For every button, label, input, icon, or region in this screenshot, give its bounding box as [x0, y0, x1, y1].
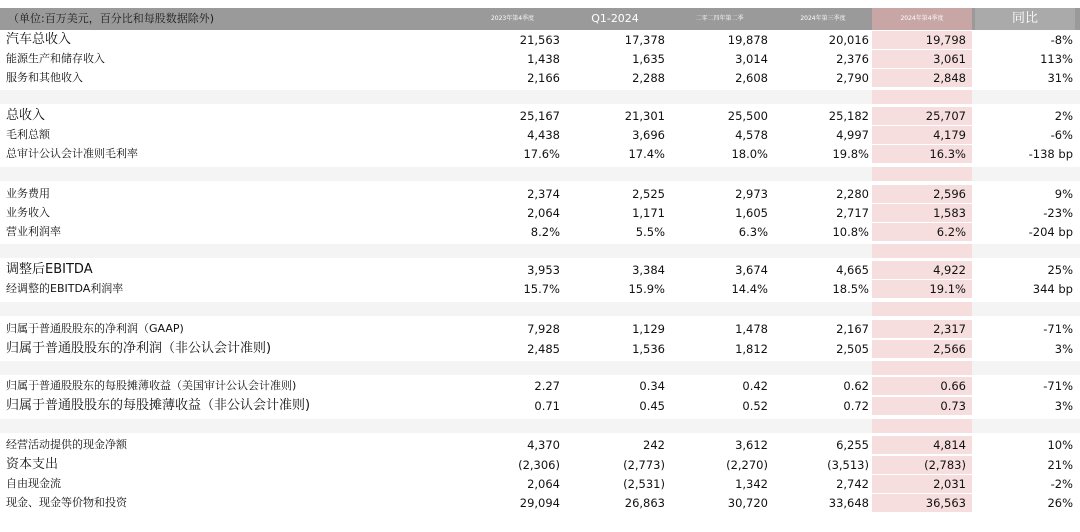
cell-yoy: -2% — [1050, 477, 1073, 491]
cell-q4-2024: 2,848 — [872, 69, 972, 87]
row-separator — [0, 244, 1080, 258]
cell-q4-2024: 4,814 — [872, 436, 972, 454]
cell-q2-2024: 2,608 — [735, 71, 768, 85]
cell-q4-2023: (2,306) — [518, 458, 560, 472]
cell-q2-2024: 0.42 — [742, 379, 768, 393]
cell-q4-2024: 1,583 — [872, 204, 972, 222]
cell-q3-2024: 0.62 — [843, 379, 869, 393]
table-row — [0, 320, 1080, 338]
cell-yoy: 9% — [1054, 187, 1073, 201]
cell-q1-2024: 17,378 — [624, 33, 665, 47]
cell-q4-2023: 29,094 — [519, 496, 560, 510]
cell-q3-2024: 18.5% — [832, 282, 869, 296]
row-separator — [0, 361, 1080, 375]
table-row — [0, 126, 1080, 144]
cell-q4-2023: 2,374 — [527, 187, 560, 201]
cell-q3-2024: 2,376 — [836, 52, 869, 66]
row-label: 营业利润率 — [6, 225, 61, 238]
row-label: 归属于普通股股东的净利润（非公认会计准则) — [6, 341, 272, 356]
cell-q4-2024: (2,783) — [872, 456, 972, 474]
table-row — [0, 261, 1080, 279]
cell-q1-2024: (2,531) — [623, 477, 665, 491]
cell-q2-2024: 30,720 — [727, 496, 768, 510]
table-row — [0, 50, 1080, 68]
row-label: 汽车总收入 — [6, 32, 72, 47]
cell-yoy: 31% — [1047, 71, 1073, 85]
col-header-q3-2024: 2024年第三季度 — [800, 15, 846, 22]
cell-q4-2024: 25,707 — [872, 107, 972, 125]
cell-q2-2024: 1,478 — [735, 322, 768, 336]
cell-q4-2024: 0.73 — [872, 397, 972, 415]
cell-q1-2024: 3,696 — [632, 128, 665, 142]
cell-q1-2024: 2,525 — [632, 187, 665, 201]
table-row — [0, 436, 1080, 454]
cell-q3-2024: 25,182 — [828, 109, 869, 123]
cell-q4-2023: 15.7% — [523, 282, 560, 296]
cell-q4-2023: 4,438 — [527, 128, 560, 142]
cell-q1-2024: 0.34 — [639, 379, 665, 393]
row-label: 归属于普通股股东的每股摊薄收益（非公认会计准则) — [6, 398, 311, 413]
cell-q3-2024: 10.8% — [832, 225, 869, 239]
cell-q3-2024: 33,648 — [828, 496, 869, 510]
row-label: 现金、现金等价物和投资 — [6, 496, 127, 509]
col-header-yoy: 同比 — [975, 8, 1075, 30]
cell-q3-2024: 2,790 — [836, 71, 869, 85]
table-row — [0, 340, 1080, 358]
cell-q4-2024: 19.1% — [872, 280, 972, 298]
table-row — [0, 145, 1080, 163]
cell-q1-2024: 5.5% — [635, 225, 665, 239]
cell-q4-2024: 0.66 — [872, 377, 972, 395]
table-row — [0, 204, 1080, 222]
col-header-q4-2023: 2023年第4季度 — [490, 15, 535, 22]
cell-q4-2024: 16.3% — [872, 145, 972, 163]
cell-yoy: 25% — [1047, 263, 1073, 277]
row-label: 毛利总额 — [6, 128, 50, 141]
cell-q3-2024: 2,505 — [836, 342, 869, 356]
col-header-q2-2024: 二零二四年第二季 — [695, 15, 744, 22]
col-header-q1-2024: Q1-2024 — [591, 12, 639, 25]
cell-q4-2023: 21,563 — [519, 33, 560, 47]
cell-q2-2024: (2,270) — [726, 458, 768, 472]
cell-yoy: -204 bp — [1028, 225, 1073, 239]
cell-yoy: -8% — [1050, 33, 1073, 47]
cell-q4-2023: 25,167 — [519, 109, 560, 123]
cell-yoy: 2% — [1054, 109, 1073, 123]
cell-q1-2024: 26,863 — [624, 496, 665, 510]
cell-yoy: 3% — [1054, 342, 1073, 356]
cell-q4-2023: 17.6% — [523, 147, 560, 161]
cell-q2-2024: 3,014 — [735, 52, 768, 66]
cell-q2-2024: 1,605 — [735, 206, 768, 220]
cell-yoy: -23% — [1043, 206, 1073, 220]
cell-q4-2024: 2,596 — [872, 185, 972, 203]
cell-q1-2024: 2,288 — [632, 71, 665, 85]
table-row — [0, 185, 1080, 203]
table-row — [0, 397, 1080, 415]
cell-q1-2024: 1,129 — [632, 322, 665, 336]
cell-q4-2023: 1,438 — [527, 52, 560, 66]
row-separator — [0, 419, 1080, 433]
row-label: 资本支出 — [6, 457, 59, 472]
cell-q2-2024: 3,674 — [735, 263, 768, 277]
cell-yoy: 10% — [1047, 438, 1073, 452]
cell-q1-2024: 3,384 — [632, 263, 665, 277]
cell-q4-2024: 2,031 — [872, 475, 972, 493]
cell-q2-2024: 1,342 — [735, 477, 768, 491]
cell-yoy: -6% — [1050, 128, 1073, 142]
cell-q4-2023: 2.27 — [534, 379, 560, 393]
table-row — [0, 377, 1080, 395]
cell-q4-2024: 6.2% — [872, 223, 972, 241]
table-row — [0, 107, 1080, 125]
cell-q4-2024: 2,566 — [872, 340, 972, 358]
cell-q2-2024: 1,812 — [735, 342, 768, 356]
cell-q3-2024: 2,742 — [836, 477, 869, 491]
cell-q1-2024: 15.9% — [628, 282, 665, 296]
cell-q3-2024: 19.8% — [832, 147, 869, 161]
cell-yoy: 344 bp — [1032, 282, 1073, 296]
cell-q2-2024: 3,612 — [735, 438, 768, 452]
cell-q1-2024: 242 — [643, 438, 665, 452]
table-header — [0, 8, 1080, 30]
table-row — [0, 475, 1080, 493]
row-label: 自由现金流 — [6, 477, 61, 490]
cell-q4-2024: 36,563 — [872, 494, 972, 512]
cell-q4-2023: 8.2% — [530, 225, 560, 239]
cell-q3-2024: 6,255 — [836, 438, 869, 452]
cell-q4-2024: 4,179 — [872, 126, 972, 144]
cell-q3-2024: 20,016 — [828, 33, 869, 47]
row-label: 业务费用 — [6, 187, 50, 200]
cell-q3-2024: 2,167 — [836, 322, 869, 336]
cell-yoy: -71% — [1043, 379, 1073, 393]
table-row — [0, 456, 1080, 474]
row-label: 总收入 — [6, 108, 46, 123]
cell-yoy: 21% — [1047, 458, 1073, 472]
cell-q1-2024: 1,635 — [632, 52, 665, 66]
row-label: 服务和其他收入 — [6, 71, 83, 84]
cell-q4-2024: 19,798 — [872, 31, 972, 49]
cell-q4-2024: 2,317 — [872, 320, 972, 338]
table-row — [0, 223, 1080, 241]
cell-yoy: 3% — [1054, 399, 1073, 413]
row-separator — [0, 167, 1080, 181]
cell-q2-2024: 0.52 — [742, 399, 768, 413]
table-row — [0, 280, 1080, 298]
cell-q2-2024: 2,973 — [735, 187, 768, 201]
cell-q4-2023: 2,166 — [527, 71, 560, 85]
cell-q1-2024: 1,536 — [632, 342, 665, 356]
row-label: 能源生产和储存收入 — [6, 52, 105, 65]
table-row — [0, 494, 1080, 512]
row-label: 调整后EBITDA — [6, 262, 93, 277]
cell-q1-2024: 1,171 — [632, 206, 665, 220]
row-label: 归属于普通股股东的净利润（GAAP) — [6, 322, 184, 335]
cell-q4-2024: 3,061 — [872, 50, 972, 68]
col-header-q4-2024: 2024年第4季度 — [872, 8, 972, 30]
cell-q2-2024: 6.3% — [738, 225, 768, 239]
cell-q4-2023: 2,064 — [527, 477, 560, 491]
cell-q3-2024: 2,717 — [836, 206, 869, 220]
cell-yoy: -138 bp — [1028, 147, 1073, 161]
row-label: 业务收入 — [6, 206, 50, 219]
cell-q2-2024: 18.0% — [731, 147, 768, 161]
row-label: 经调整的EBITDA利润率 — [6, 282, 124, 295]
cell-q4-2023: 3,953 — [527, 263, 560, 277]
cell-q4-2023: 4,370 — [527, 438, 560, 452]
row-label: 经营活动提供的现金净额 — [6, 438, 127, 451]
cell-q1-2024: 17.4% — [628, 147, 665, 161]
table-row — [0, 69, 1080, 87]
cell-q2-2024: 14.4% — [731, 282, 768, 296]
cell-yoy: 26% — [1047, 496, 1073, 510]
cell-q1-2024: 0.45 — [639, 399, 665, 413]
cell-q3-2024: 4,997 — [836, 128, 869, 142]
cell-q4-2023: 2,485 — [527, 342, 560, 356]
row-separator — [0, 302, 1080, 316]
cell-q4-2023: 0.71 — [534, 399, 560, 413]
cell-q1-2024: 21,301 — [624, 109, 665, 123]
row-separator — [0, 90, 1080, 104]
cell-q4-2024: 4,922 — [872, 261, 972, 279]
unit-note: （单位:百万美元，百分比和每股数据除外) — [8, 12, 214, 25]
cell-q2-2024: 25,500 — [727, 109, 768, 123]
cell-q3-2024: 0.72 — [843, 399, 869, 413]
cell-yoy: -71% — [1043, 322, 1073, 336]
table-row — [0, 31, 1080, 49]
cell-q4-2023: 2,064 — [527, 206, 560, 220]
cell-q1-2024: (2,773) — [623, 458, 665, 472]
cell-q3-2024: 2,280 — [836, 187, 869, 201]
cell-q4-2023: 7,928 — [527, 322, 560, 336]
cell-q3-2024: 4,665 — [836, 263, 869, 277]
row-label: 总审计公认会计准则毛利率 — [6, 147, 138, 160]
cell-yoy: 113% — [1040, 52, 1073, 66]
cell-q3-2024: (3,513) — [827, 458, 869, 472]
cell-q2-2024: 4,578 — [735, 128, 768, 142]
row-label: 归属于普通股股东的每股摊薄收益（美国审计公认会计准则) — [6, 379, 297, 392]
cell-q2-2024: 19,878 — [727, 33, 768, 47]
